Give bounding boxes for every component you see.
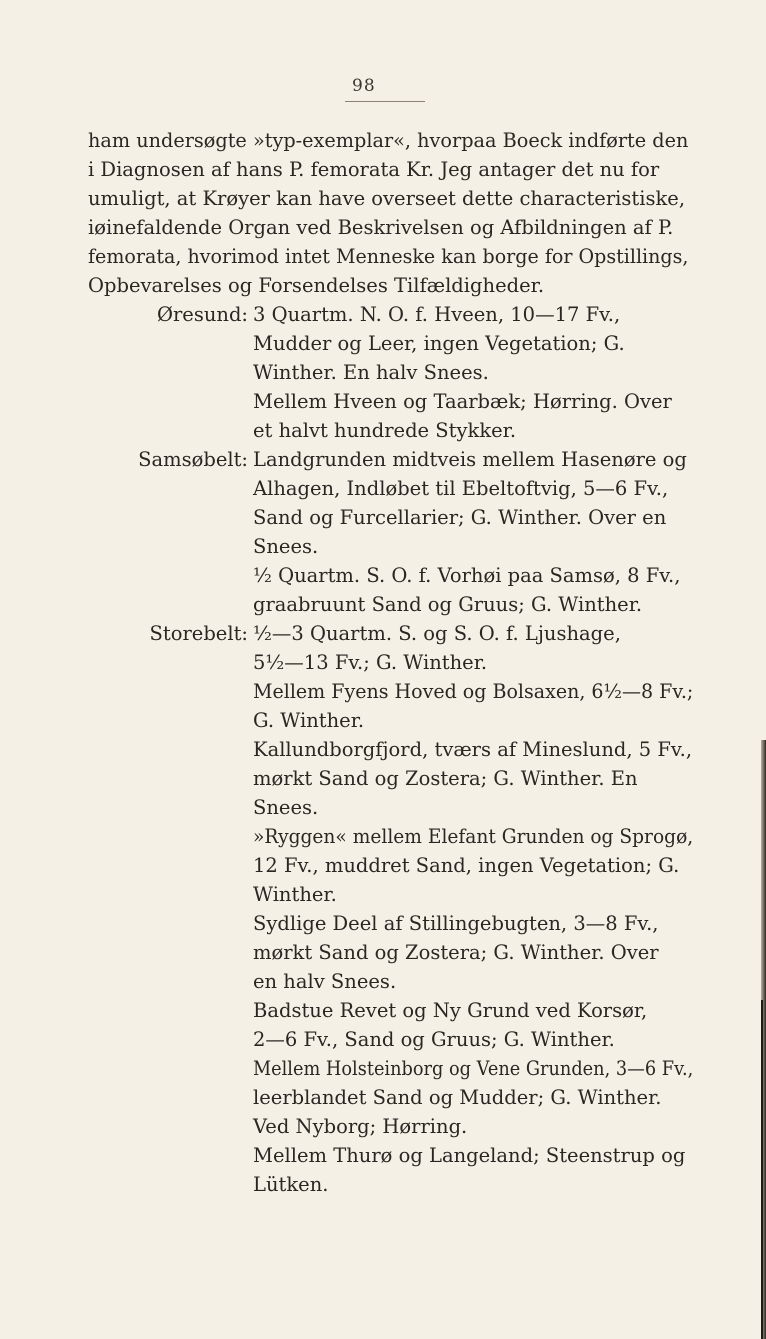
text-line: G. Winther. [253, 709, 365, 732]
page-edge-line [761, 1000, 763, 1339]
text-line: iøinefaldende Organ ved Beskrivelsen og Afbildningen af P. [88, 216, 674, 239]
text-line: Sand og Furcellarier; G. Winther. Over en [253, 506, 667, 529]
text-line: 2—6 Fv., Sand og Gruus; G. Winther. [253, 1028, 615, 1051]
text-line: umuligt, at Krøyer kan have overseet dette characteristiske, [88, 187, 686, 210]
text-line: Mellem Fyens Hoved og Bolsaxen, 6½—8 Fv.; [253, 680, 694, 703]
text-line: femorata, hvorimod intet Menneske kan borge for Opstillings, [88, 245, 689, 268]
text-line: et halvt hundrede Stykker. [253, 419, 517, 442]
text-line: en halv Snees. [253, 970, 397, 993]
text-line: ½ Quartm. S. O. f. Vorhøi paa Samsø, 8 Fv., [253, 564, 681, 587]
text-line: 5½—13 Fv.; G. Winther. [253, 651, 488, 674]
entry-body [253, 619, 693, 1199]
text-line: 3 Quartm. N. O. f. Hveen, 10—17 Fv., [253, 303, 621, 326]
text-line: 12 Fv., muddret Sand, ingen Vegetation; G. [253, 854, 680, 877]
text-line: Opbevarelses og Forsendelses Tilfældigheder. [88, 274, 545, 297]
entry-body [253, 445, 693, 619]
text-line: graabruunt Sand og Gruus; G. Winther. [253, 593, 643, 616]
text-line: »Ryggen« mellem Elefant Grunden og Sprogø, [253, 825, 694, 848]
text-line: i Diagnosen af hans P. femorata Kr. Jeg antager det nu for [88, 158, 660, 181]
text-line: ½—3 Quartm. S. og S. O. f. Ljushage, [253, 622, 621, 645]
text-line: Mudder og Leer, ingen Vegetation; G. [253, 332, 625, 355]
text-line: Badstue Revet og Ny Grund ved Korsør, [253, 999, 648, 1022]
text-line: Kallundborgfjord, tværs af Mineslund, 5 Fv., [253, 738, 693, 761]
text-line: Alhagen, Indløbet til Ebeltoftvig, 5—6 Fv., [253, 477, 669, 500]
text-line: Landgrunden midtveis mellem Hasenøre og [253, 448, 687, 471]
text-line: mørkt Sand og Zostera; G. Winther. Over [253, 941, 659, 964]
text-line: Sydlige Deel af Stillingebugten, 3—8 Fv., [253, 912, 659, 935]
entry-body [253, 300, 693, 445]
text-line: Snees. [253, 535, 319, 558]
text-line: ham undersøgte »typ-exemplar«, hvorpaa Boeck indførte den [88, 129, 689, 152]
text-line: Mellem Hveen og Taarbæk; Hørring. Over [253, 390, 672, 413]
text-line: leerblandet Sand og Mudder; G. Winther. [253, 1086, 662, 1109]
text-line: mørkt Sand og Zostera; G. Winther. En [253, 767, 638, 790]
intro-paragraph [88, 126, 688, 300]
text-line: Lütken. [253, 1173, 329, 1196]
text-line: Winther. En halv Snees. [253, 361, 489, 384]
page-number: 98 [352, 76, 376, 96]
text-line: Winther. [253, 883, 337, 906]
page-number-rule [345, 101, 425, 102]
text-line: Mellem Thurø og Langeland; Steenstrup og [253, 1144, 686, 1167]
text-line: Mellem Holsteinborg og Vene Grunden, 3—6 Fv., [253, 1057, 694, 1080]
text-line: Snees. [253, 796, 319, 819]
page: 98 ham undersøgte »typ-exemplar«, hvorpaa Boeck indførte den i Diagnosen af hans P. femorata Kr. Jeg antager det nu for umuligt, at Krøyer kan have overseet dette characteristiske, iøinefaldende Organ ved Beskrivelsen og Afbildningen af P. femorata, hvorimod intet Menneske kan borge for Opstillings, Opbevarelses og Forsendelses Tilfældigheder. Øresund: 3 Quartm. N. O. f. Hveen, 10—17 Fv., Mudder og Leer, ingen Vegetation; G. Winther. En halv Snees. Mellem Hveen og Taarbæk; Hørring. Over et halvt hundrede Stykker. Samsøbelt: Landgrunden midtveis mellem Hasenøre og Alhagen, Indløbet til Ebeltoftvig, 5—6 Fv., Sand og Furcellarier; G. Winther. Over en Snees. ½ Quartm. S. O. f. Vorhøi paa Samsø, 8 Fv., graabruunt Sand og Gruus; G. Winther. Storebelt: ½—3 Quartm. S. og S. O. f. Ljushage, 5½—13 Fv.; G. Winther. Mellem Fyens Hoved og Bolsaxen, 6½—8 Fv.; G. Winther. Kallundborgfjord, tværs af Mineslund, 5 Fv., mørkt Sand og Zostera; G. Winther. En Snees. »Ryggen« mellem Elefant Grunden og Sprogø, 12 Fv., muddret Sand, ingen Vegetation; G. Winther. Sydlige Deel af Stillingebugten, 3—8 Fv., mørkt Sand og Zostera; G. Winther. Over en halv Snees. Badstue Revet og Ny Grund ved Korsør, 2—6 Fv., Sand og Gruus; G. Winther. Mellem Holsteinborg og Vene Grunden, 3—6 Fv., leerblandet Sand og Mudder; G. Winther. Ved Nyborg; Hørring. Mellem Thurø og Langeland; Steenstrup og Lütken. [0, 0, 766, 1339]
text-line: Ved Nyborg; Hørring. [253, 1115, 468, 1138]
